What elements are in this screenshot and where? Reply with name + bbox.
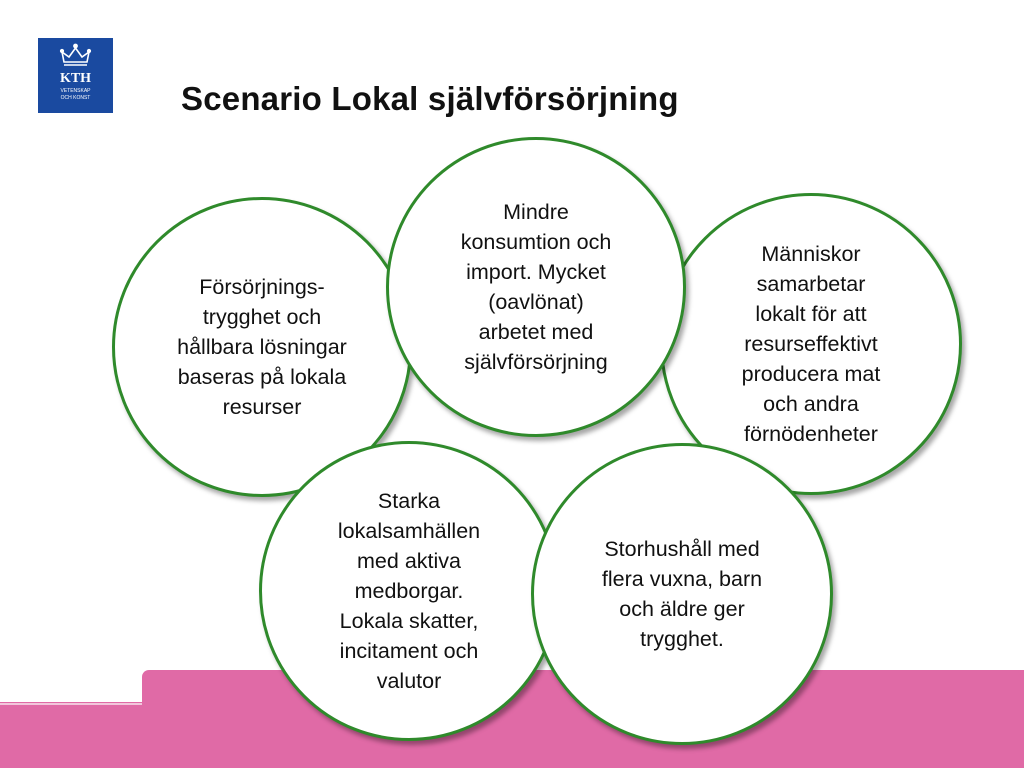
circle-text: Starka lokalsamhällen med aktiva medborgar. Lokala skatter, incitament och valutor [337,488,481,694]
logo-subtext-2: OCH KONST [60,95,91,101]
circle-starka-lokalsamhallen [259,441,559,741]
logo-text: KTH [59,71,92,86]
circle-text: Mindre konsumtion och import. Mycket (oavlönat) arbetet med självförsörjning [460,199,612,375]
footer-band-edge [0,703,142,705]
circle-text: Storhushåll med flera vuxna, barn och äldre ger trygghet. [601,536,763,652]
kth-logo [38,38,113,113]
circle-text: Människor samarbetar lokalt för att resurseffektivt producera mat och andra förnödenheter [741,241,881,447]
circle-storhushall [531,443,833,745]
circle-mindre-konsumtion [386,137,686,437]
crown-icon [61,44,91,65]
circle-text: Försörjnings- trygghet och hållbara lösningar baseras på lokala resurser [177,274,347,420]
logo-subtext-1: VETENSKAP [60,88,91,94]
slide-title: Scenario Lokal självförsörjning [181,80,679,117]
footer-band [0,702,1024,768]
